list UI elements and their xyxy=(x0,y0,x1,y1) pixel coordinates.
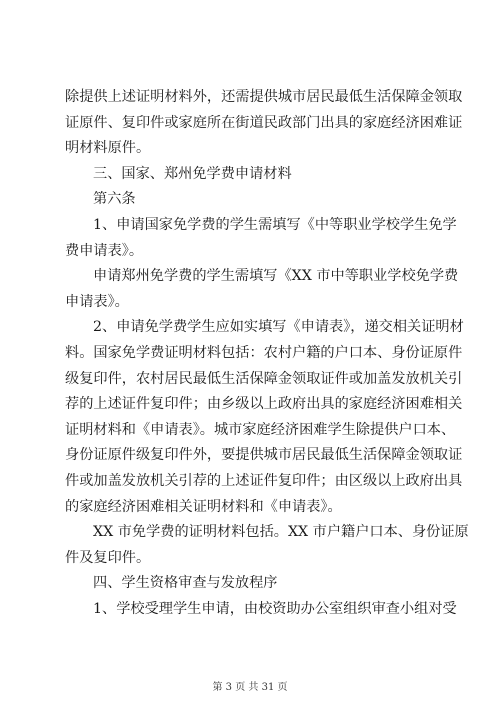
paragraph-xx-city xyxy=(65,520,469,571)
text-line: 证原件、复印件或家庭所在街道民政部门出具的家庭经济困难证 xyxy=(65,114,463,131)
page-number-footer: 第 3 页 共 31 页 xyxy=(212,682,288,693)
text-line: 1、学校受理学生申请，由校资助办公室组织审查小组对受 xyxy=(93,600,457,617)
text-line: 1、申请国家免学费的学生需填写《中等职业学校学生免学 xyxy=(93,216,457,233)
text-line: 料。国家免学费证明材料包括：农村户籍的户口本、身份证原件 xyxy=(65,344,463,361)
paragraph-review-1 xyxy=(65,597,457,623)
text-line: 2、申请免学费学生应如实填写《申请表》，递交相关证明材 xyxy=(93,319,464,336)
text-line: 费申请表》。 xyxy=(65,242,144,259)
text-line: 第六条 xyxy=(93,191,136,208)
text-line: 四、学生资格审查与发放程序 xyxy=(93,575,278,592)
text-line: 级复印件，农村居民最低生活保障金领取证件或加盖发放机关引 xyxy=(65,370,463,387)
document-body xyxy=(65,85,469,622)
paragraph-item-1 xyxy=(65,213,457,264)
text-line: XX 市免学费的证明材料包括。XX 市户籍户口本、身份证原 xyxy=(93,524,469,541)
text-line: 申请表》。 xyxy=(65,293,129,310)
text-line: 身份证原件级复印件外，要提供城市居民最低生活保障金领取证 xyxy=(65,447,463,464)
paragraph-zhengzhou xyxy=(65,264,459,315)
text-line: 的家庭经济困难相关证明材料和《申请表》。 xyxy=(65,498,342,515)
text-line: 件或加盖发放机关引荐的上述证件复印件；由区级以上政府出具 xyxy=(65,472,463,489)
text-line: 申请郑州免学费的学生需填写《XX 市中等职业学校免学费 xyxy=(93,268,459,285)
text-line: 除提供上述证明材料外，还需提供城市居民最低生活保障金领取 xyxy=(65,89,463,105)
text-line: 证明材料和《申请表》。城市家庭经济困难学生除提供户口本、 xyxy=(65,421,456,438)
section-heading xyxy=(65,162,440,188)
text-line: 明材料原件。 xyxy=(65,140,151,157)
article-heading xyxy=(65,187,440,213)
paragraph-item-2 xyxy=(65,315,464,520)
section-heading xyxy=(65,571,440,597)
text-line: 件及复印件。 xyxy=(65,549,151,566)
text-line: 三、国家、郑州免学费申请材料 xyxy=(93,165,292,182)
text-line: 荐的上述证件复印件；由乡级以上政府出具的家庭经济困难相关 xyxy=(65,396,463,413)
paragraph-continuation xyxy=(65,85,463,162)
